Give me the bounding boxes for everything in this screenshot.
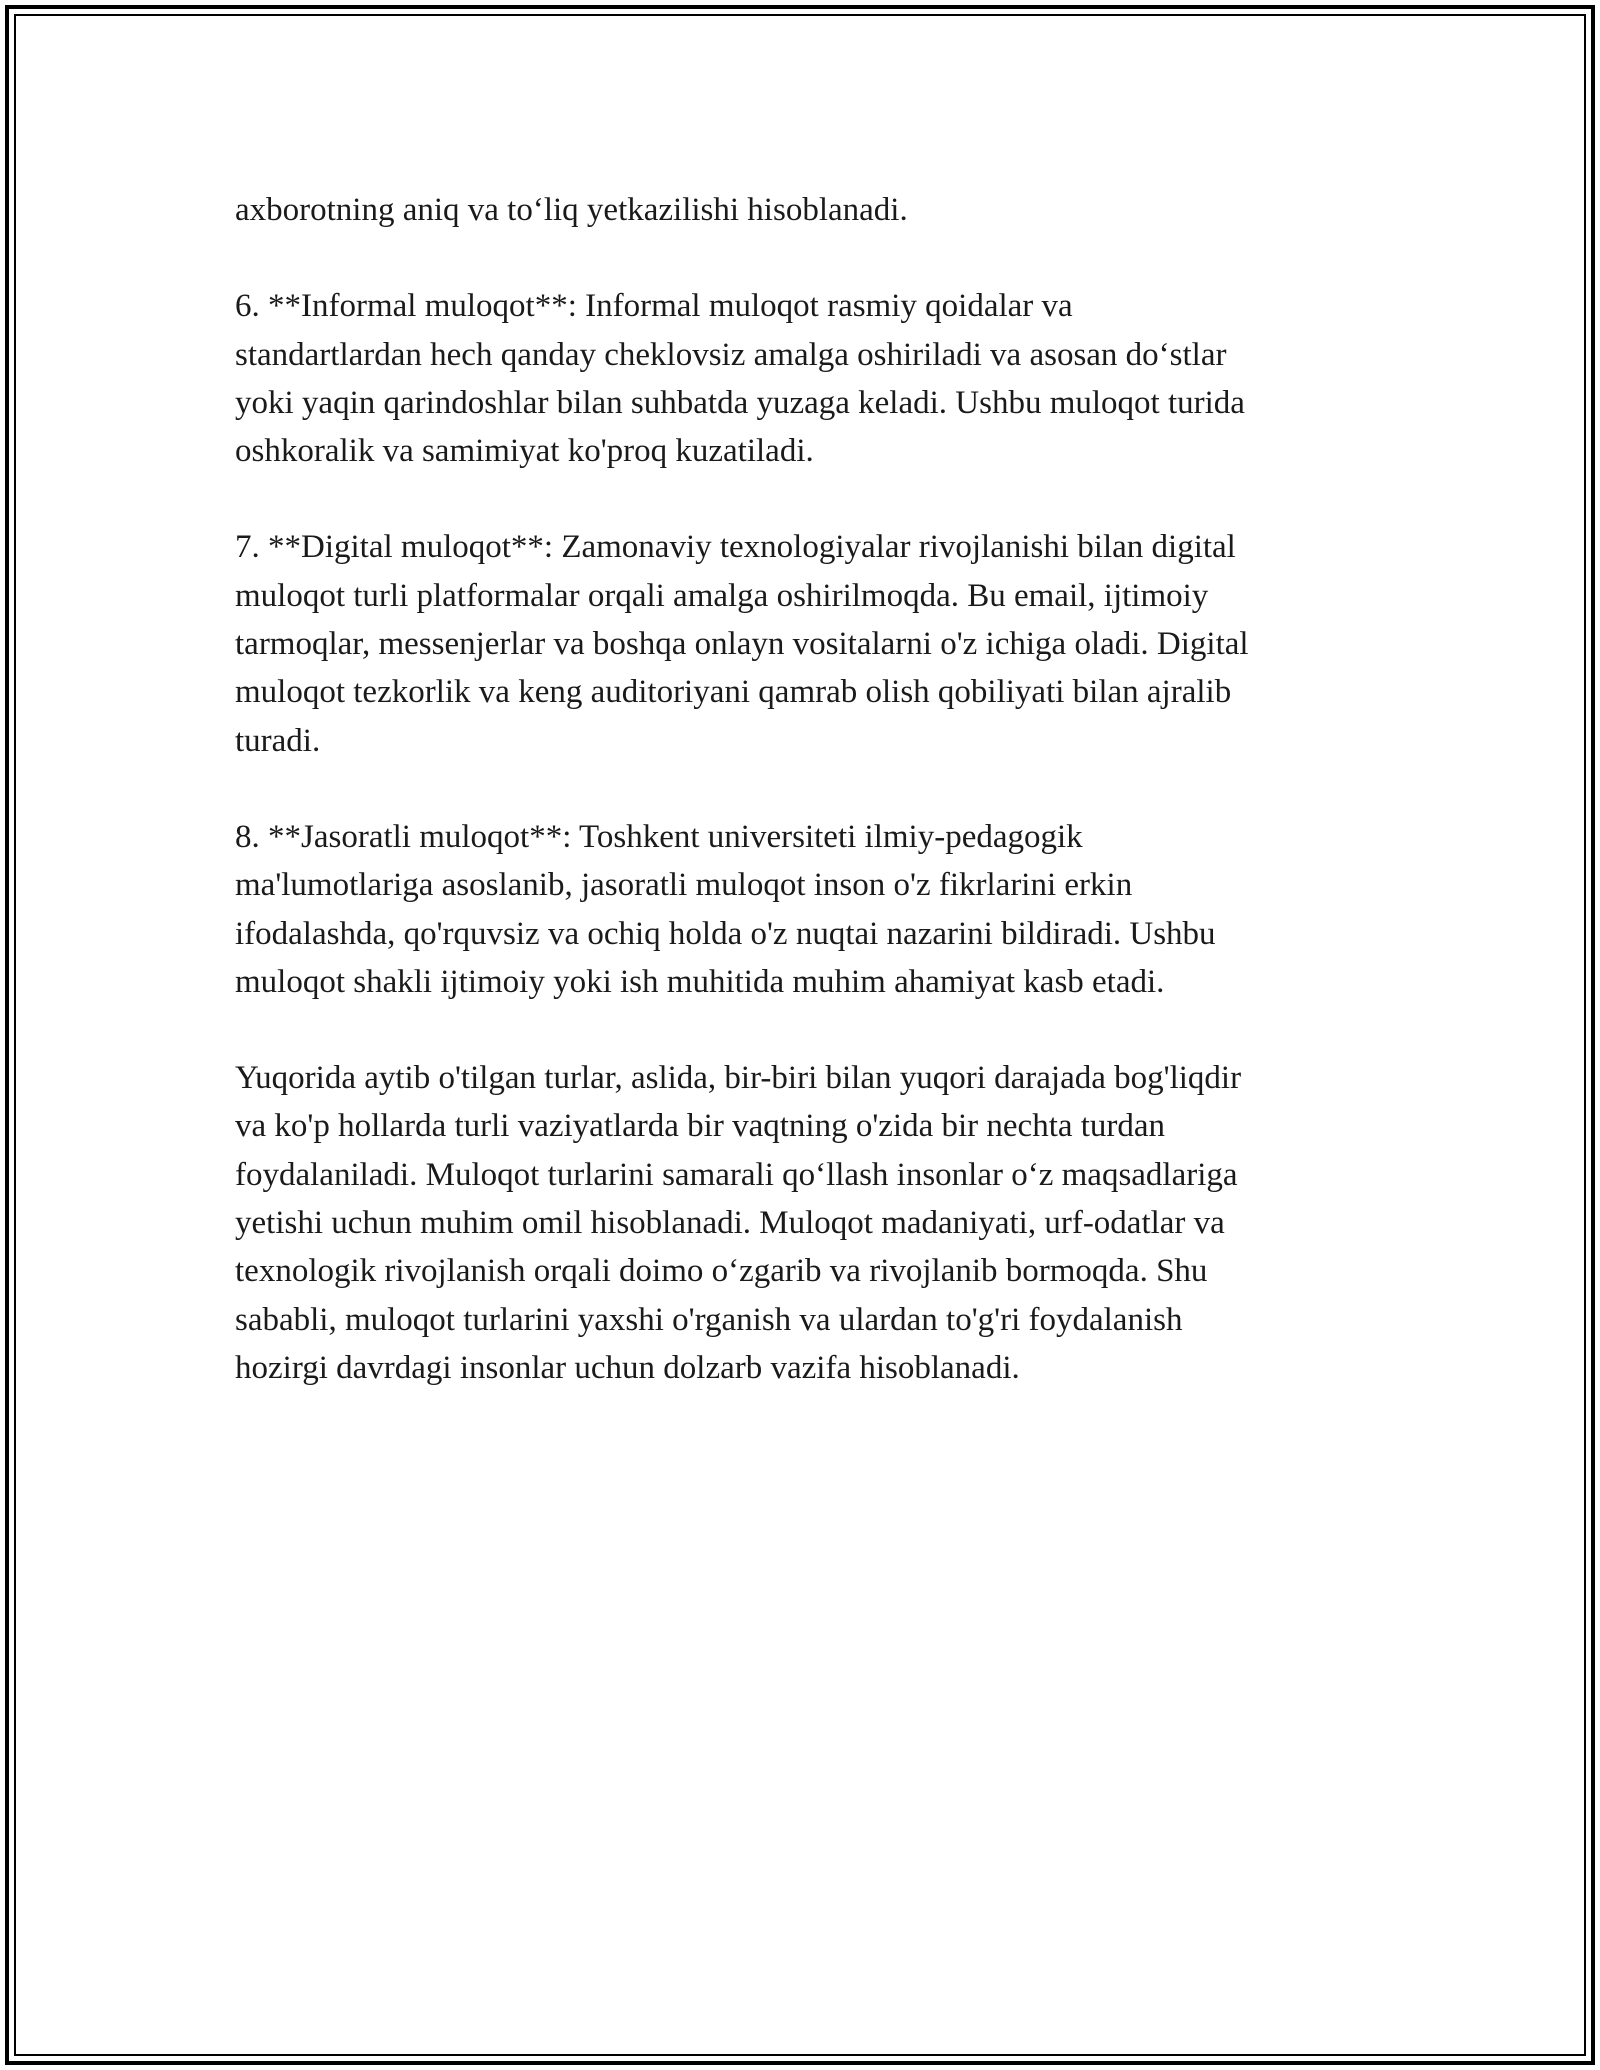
paragraph-conclusion: Yuqorida aytib o'tilgan turlar, aslida, bir-biri bilan yuqori darajada bog'liqdir va ko'p hollarda turli vaziyatlarda bir vaqtning o'zida bir nechta turdan foydalaniladi. Muloqot turlarini samarali qo‘llash insonlar o‘z maqsadlariga yetishi uchun muhim omil hisoblanadi. Muloqot madaniyati, urf-odatlar va texnologik rivojlanish orqali doimo o‘zgarib va rivojlanib bormoqda. Shu sababli, muloqot turlarini yaxshi o'rganish va ulardan to'g'ri foydalanish hozirgi davrdagi insonlar uchun dolzarb vazifa hisoblanadi. bbox=[235, 1060, 1242, 1386]
paragraph-continuation: axborotning aniq va to‘liq yetkazilishi hisoblanadi. bbox=[235, 192, 908, 228]
paragraph-jasoratli-muloqot: 8. **Jasoratli muloqot**: Toshkent universiteti ilmiy-pedagogik ma'lumotlariga asoslanib, jasoratli muloqot inson o'z fikrlarini erkin ifodalashda, qo'rquvsiz va ochiq holda o'z nuqtai nazarini bildiradi. Ushbu muloqot shakli ijtimoiy yoki ish muhitida muhim ahamiyat kasb etadi. bbox=[235, 818, 1216, 1000]
paragraph-informal-muloqot: 6. **Informal muloqot**: Informal muloqot rasmiy qoidalar va standartlardan hech qanday cheklovsiz amalga oshiriladi va asosan do‘stlar yoki yaqin qarindoshlar bilan suhbatda yuzaga keladi. Ushbu muloqot turida oshkoralik va samimiyat ko'proq kuzatiladi. bbox=[235, 288, 1245, 470]
paragraph-digital-muloqot: 7. **Digital muloqot**: Zamonaviy texnologiyalar rivojlanishi bilan digital muloqot turli platformalar orqali amalga oshirilmoqda. Bu email, ijtimoiy tarmoqlar, messenjerlar va boshqa onlayn vositalarni o'z ichiga oladi. Digital muloqot tezkorlik va keng auditoriyani qamrab olish qobiliyati bilan ajralib turadi. bbox=[235, 529, 1249, 759]
document-body bbox=[235, 186, 1370, 1440]
